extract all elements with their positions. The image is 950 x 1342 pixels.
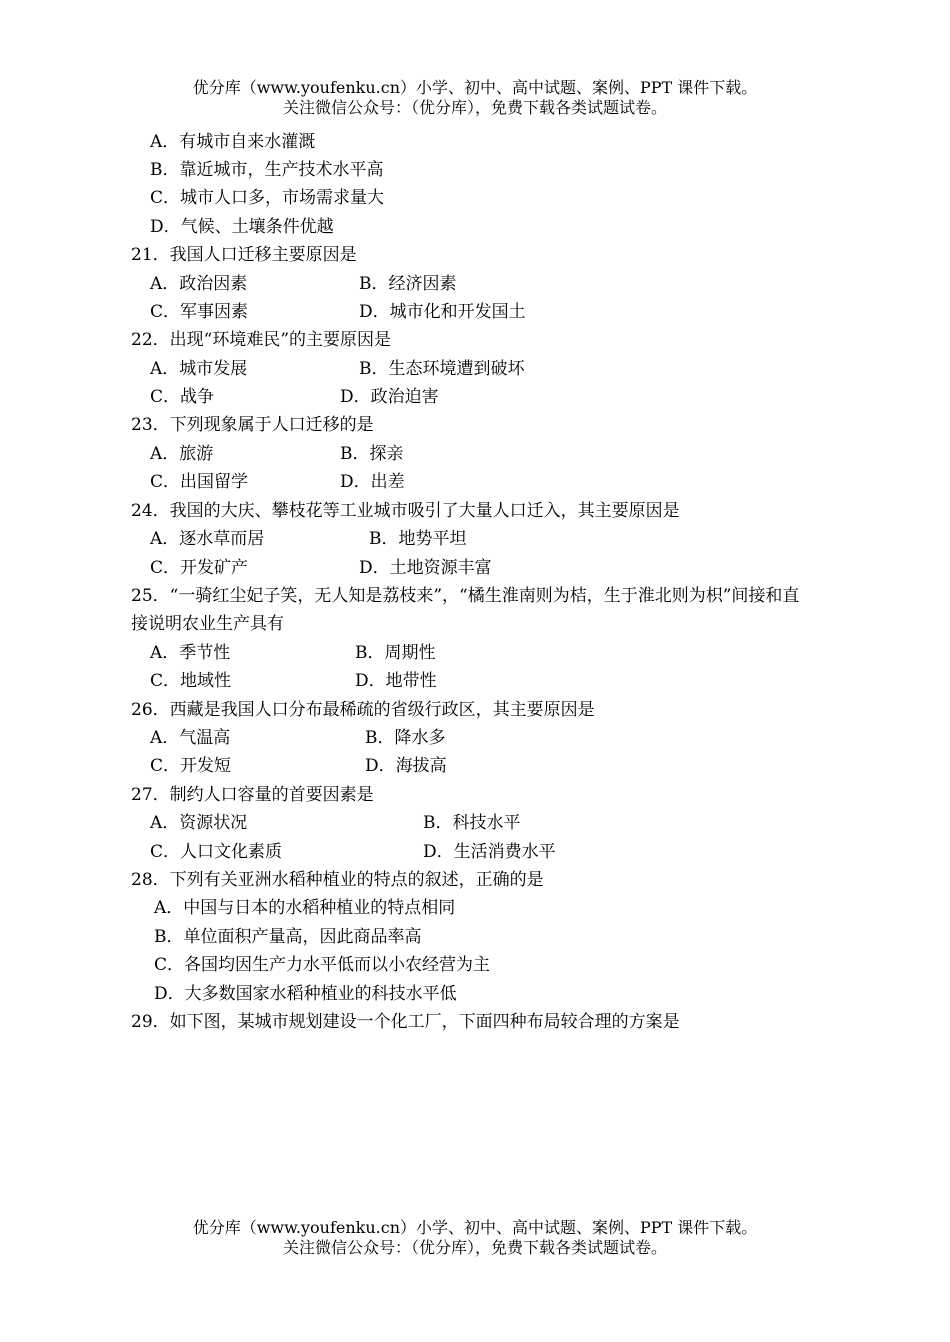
q25-stem-line-1: 25．“一骑红尘妃子笑，无人知是荔枝来”，“橘生淮南则为桔，生于淮北则为枳”间接和直	[131, 586, 800, 606]
q20-option-d: D．气候、土壤条件优越	[150, 217, 334, 237]
footer-line-2: 关注微信公众号：（优分库），免费下载各类试题试卷。	[282, 1238, 667, 1257]
q24-stem: 24．我国的大庆、攀枝花等工业城市吸引了大量人口迁入，其主要原因是	[131, 501, 680, 521]
q25-stem-line-2: 接说明农业生产具有	[131, 614, 284, 634]
q26-option-a: A．气温高	[150, 728, 231, 748]
q28-option-d: D．大多数国家水稻种植业的科技水平低	[154, 984, 457, 1004]
q28-option-b: B．单位面积产量高，因此商品率高	[154, 927, 422, 947]
header-line-2: 关注微信公众号：（优分库），免费下载各类试题试卷。	[282, 98, 667, 117]
q28-option-a: A．中国与日本的水稻种植业的特点相同	[154, 898, 456, 918]
q27-stem: 27．制约人口容量的首要因素是	[131, 785, 374, 805]
q21-option-c: C．军事因素	[150, 302, 249, 322]
q23-option-a: A．旅游	[150, 444, 214, 464]
q23-option-d: D．出差	[340, 472, 405, 492]
q23-stem: 23．下列现象属于人口迁移的是	[131, 415, 374, 435]
q21-option-a: A．政治因素	[150, 274, 248, 294]
q24-option-d: D．土地资源丰富	[359, 558, 492, 578]
q28-stem: 28．下列有关亚洲水稻种植业的特点的叙述，正确的是	[131, 870, 544, 890]
q20-option-a: A．有城市自来水灌溉	[150, 132, 316, 152]
footer-line-1: 优分库（www.youfenku.cn）小学、初中、高中试题、案例、PPT 课件下载。	[192, 1218, 758, 1237]
q26-option-d: D．海拔高	[365, 756, 447, 776]
q27-option-c: C．人口文化素质	[150, 842, 283, 862]
q25-option-c: C．地域性	[150, 671, 232, 691]
q20-option-c: C．城市人口多，市场需求量大	[150, 188, 385, 208]
q25-option-b: B．周期性	[355, 643, 436, 663]
q21-stem: 21．我国人口迁移主要原因是	[131, 245, 357, 265]
q26-stem: 26．西藏是我国人口分布最稀疏的省级行政区，其主要原因是	[131, 700, 595, 720]
q22-option-c: C．战争	[150, 387, 215, 407]
q21-option-b: B．经济因素	[359, 274, 457, 294]
q25-option-d: D．地带性	[355, 671, 437, 691]
q23-option-c: C．出国留学	[150, 472, 249, 492]
q22-option-d: D．政治迫害	[340, 387, 439, 407]
q26-option-b: B．降水多	[365, 728, 446, 748]
q24-option-a: A．逐水草而居	[150, 529, 265, 549]
q29-stem: 29．如下图，某城市规划建设一个化工厂，下面四种布局较合理的方案是	[131, 1012, 680, 1032]
q21-option-d: D．城市化和开发国土	[359, 302, 526, 322]
q27-option-a: A．资源状况	[150, 813, 248, 833]
q25-option-a: A．季节性	[150, 643, 231, 663]
q27-option-d: D．生活消费水平	[423, 842, 556, 862]
q24-option-c: C．开发矿产	[150, 558, 249, 578]
q20-option-b: B．靠近城市，生产技术水平高	[150, 160, 384, 180]
q27-option-b: B．科技水平	[423, 813, 521, 833]
q22-option-a: A．城市发展	[150, 359, 248, 379]
header-line-1: 优分库（www.youfenku.cn）小学、初中、高中试题、案例、PPT 课件下载。	[192, 78, 758, 97]
q26-option-c: C．开发短	[150, 756, 232, 776]
q28-option-c: C．各国均因生产力水平低而以小农经营为主	[154, 955, 491, 975]
q22-stem: 22．出现“环境难民”的主要原因是	[131, 330, 392, 350]
q23-option-b: B．探亲	[340, 444, 404, 464]
q22-option-b: B．生态环境遭到破坏	[359, 359, 525, 379]
q24-option-b: B．地势平坦	[369, 529, 467, 549]
